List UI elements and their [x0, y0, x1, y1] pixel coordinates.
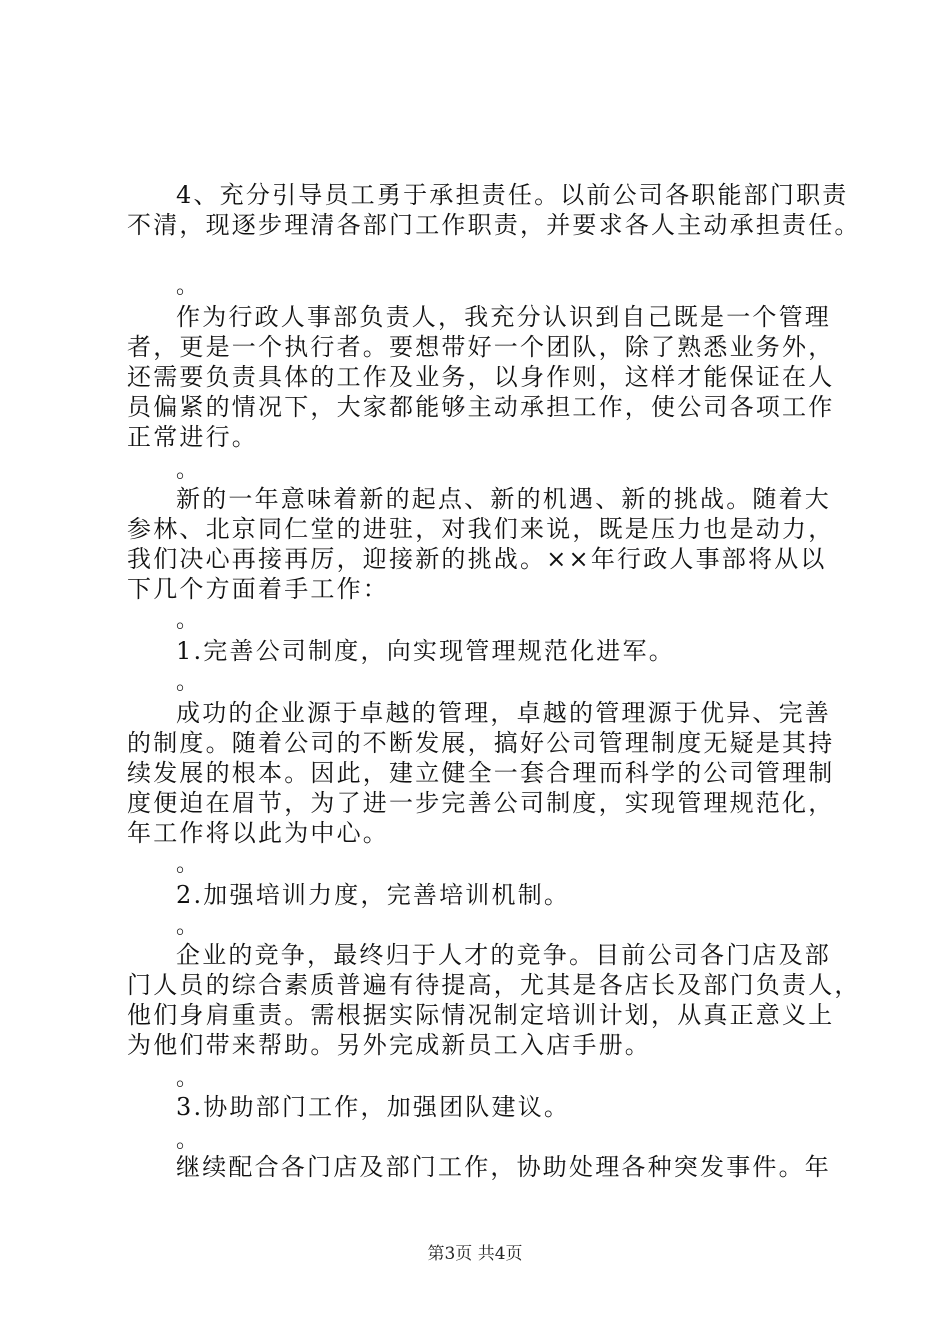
text-line: 企业的竞争，最终归于人才的竞争。目前公司各门店及部: [176, 941, 831, 969]
page-footer: 第3页 共4页: [427, 1244, 523, 1264]
text-line: 度便迫在眉节，为了进一步完善公司制度，实现管理规范化，: [127, 789, 835, 817]
text-line: 为他们带来帮助。另外完成新员工入店手册。: [127, 1031, 651, 1059]
paragraph-mark: 。: [176, 670, 199, 695]
text-line: 不清，现逐步理清各部门工作职责，并要求各人主动承担责任。: [127, 211, 861, 239]
section-heading: 3.协助部门工作，加强团队建议。: [176, 1093, 571, 1121]
text-line: 年工作将以此为中心。: [127, 819, 389, 847]
text-line: 的制度。随着公司的不断发展，搞好公司管理制度无疑是其持: [127, 729, 835, 757]
text-line: 作为行政人事部负责人，我充分认识到自己既是一个管理: [176, 303, 831, 331]
text-line: 续发展的根本。因此，建立健全一套合理而科学的公司管理制: [127, 759, 835, 787]
paragraph-mark: 。: [176, 458, 199, 483]
text-line: 继续配合各门店及部门工作，协助处理各种突发事件。年: [176, 1153, 831, 1181]
paragraph-mark: 。: [176, 274, 199, 299]
paragraph-mark: 。: [176, 1128, 199, 1153]
section-heading: 1.完善公司制度，向实现管理规范化进军。: [176, 637, 675, 665]
text-line: 门人员的综合素质普遍有待提高，尤其是各店长及部门负责人，: [127, 971, 861, 999]
text-line: 成功的企业源于卓越的管理，卓越的管理源于优异、完善: [176, 699, 831, 727]
text-line: 我们决心再接再厉，迎接新的挑战。××年行政人事部将从以: [127, 545, 827, 573]
text-line: 下几个方面着手工作：: [127, 575, 389, 603]
text-line: 还需要负责具体的工作及业务，以身作则，这样才能保证在人: [127, 363, 835, 391]
text-line: 新的一年意味着新的起点、新的机遇、新的挑战。随着大: [176, 485, 831, 513]
text-line: 4、充分引导员工勇于承担责任。以前公司各职能部门职责: [176, 181, 849, 209]
text-line: 者，更是一个执行者。要想带好一个团队，除了熟悉业务外，: [127, 333, 835, 361]
section-heading: 2.加强培训力度，完善培训机制。: [176, 881, 571, 909]
text-line: 正常进行。: [127, 423, 258, 451]
paragraph-mark: 。: [176, 852, 199, 877]
text-line: 员偏紧的情况下，大家都能够主动承担工作，使公司各项工作: [127, 393, 835, 421]
paragraph-mark: 。: [176, 914, 199, 939]
text-line: 他们身肩重责。需根据实际情况制定培训计划，从真正意义上: [127, 1001, 835, 1029]
paragraph-mark: 。: [176, 1066, 199, 1091]
text-line: 参林、北京同仁堂的进驻，对我们来说，既是压力也是动力，: [127, 515, 835, 543]
paragraph-mark: 。: [176, 608, 199, 633]
